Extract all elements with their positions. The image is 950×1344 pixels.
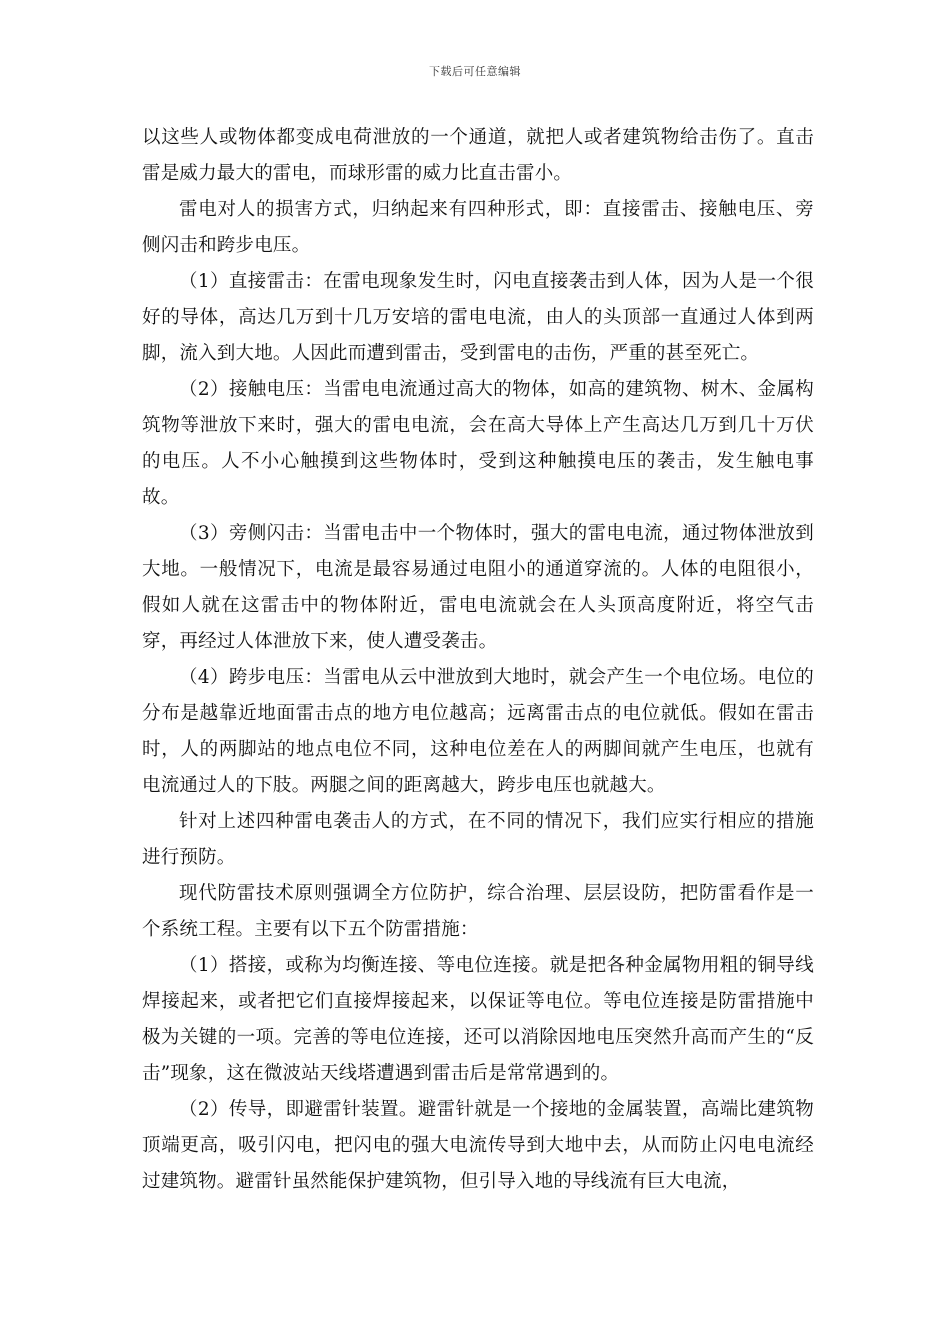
paragraph: （2）接触电压：当雷电电流通过高大的物体，如高的建筑物、树木、金属构筑物等泄放下来时，强大的雷电电流，会在高大导体上产生高达几万到几十万伏的电压。人不小心触摸到这些物体时，受到这种触摸电压的袭击，发生触电事故。 [142,379,814,508]
document-body [142,120,814,1200]
paragraph: 针对上述四种雷电袭击人的方式，在不同的情况下，我们应实行相应的措施进行预防。 [142,811,814,868]
paragraph: （2）传导，即避雷针装置。避雷针就是一个接地的金属装置，高端比建筑物顶端更高，吸引闪电，把闪电的强大电流传导到大地中去，从而防止闪电电流经过建筑物。避雷针虽然能保护建筑物，但引导入地的导线流有巨大电流， [142,1099,814,1192]
paragraph: （1）直接雷击：在雷电现象发生时，闪电直接袭击到人体，因为人是一个很好的导体，高达几万到十几万安培的雷电电流，由人的头顶部一直通过人体到两脚，流入到大地。人因此而遭到雷击，受到雷电的击伤，严重的甚至死亡。 [142,271,814,364]
paragraph: （4）跨步电压：当雷电从云中泄放到大地时，就会产生一个电位场。电位的分布是越靠近地面雷击点的地方电位越高；远离雷击点的电位就低。假如在雷击时，人的两脚站的地点电位不同，这种电位差在人的两脚间就产生电压，也就有电流通过人的下肢。两腿之间的距离越大，跨步电压也就越大。 [142,667,814,796]
page-header: 下载后可任意编辑 [429,65,521,78]
paragraph: 以这些人或物体都变成电荷泄放的一个通道，就把人或者建筑物给击伤了。直击雷是威力最大的雷电，而球形雷的威力比直击雷小。 [142,127,814,184]
paragraph: 雷电对人的损害方式，归纳起来有四种形式，即：直接雷击、接触电压、旁侧闪击和跨步电压。 [142,199,814,256]
paragraph: （1）搭接，或称为均衡连接、等电位连接。就是把各种金属物用粗的铜导线焊接起来，或者把它们直接焊接起来，以保证等电位。等电位连接是防雷措施中极为关键的一项。完善的等电位连接，还可以消除因地电压突然升高而产生的“反击”现象，这在微波站天线塔遭遇到雷击后是常常遇到的。 [142,955,814,1084]
paragraph: 现代防雷技术原则强调全方位防护，综合治理、层层设防，把防雷看作是一个系统工程。主要有以下五个防雷措施： [142,883,814,940]
paragraph: （3）旁侧闪击：当雷电击中一个物体时，强大的雷电电流，通过物体泄放到大地。一般情况下，电流是最容易通过电阻小的通道穿流的。人体的电阻很小，假如人就在这雷击中的物体附近，雷电电流就会在人头顶高度附近，将空气击穿，再经过人体泄放下来，使人遭受袭击。 [142,523,814,652]
